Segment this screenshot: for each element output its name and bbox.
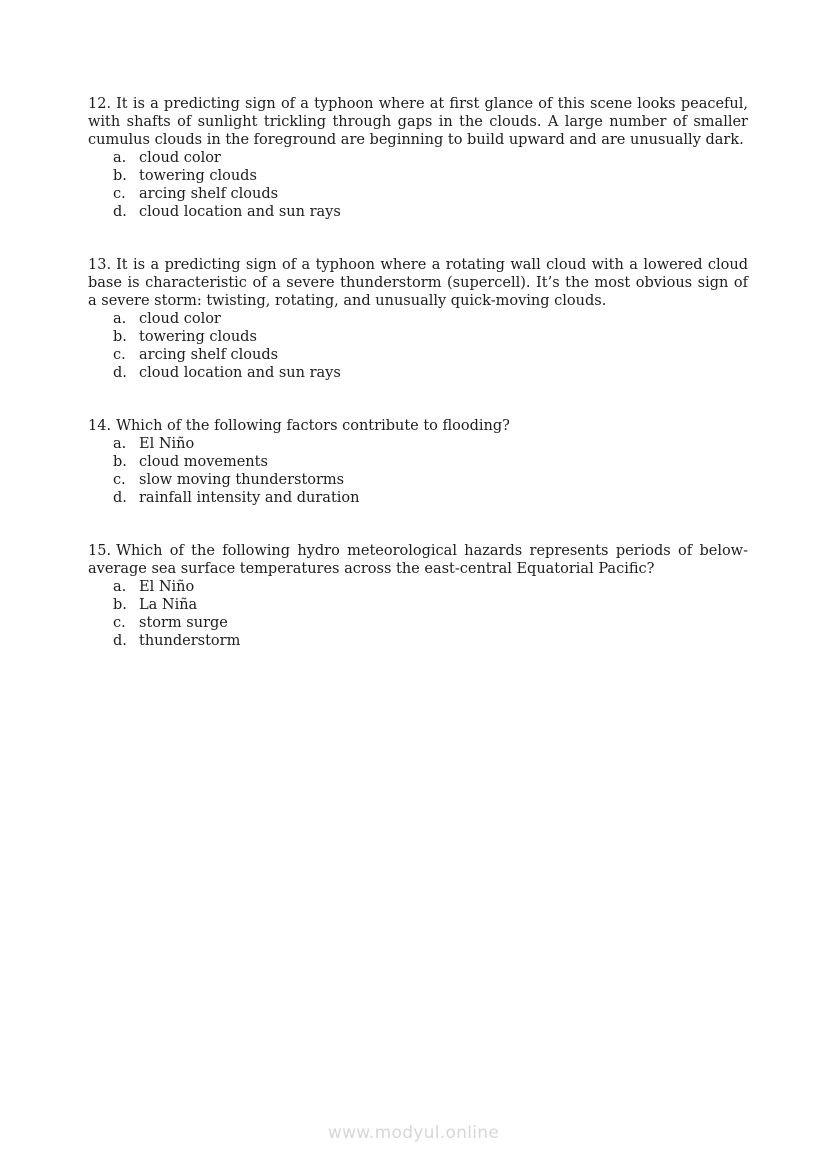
option-item	[113, 614, 748, 632]
option-label: arcing shelf clouds	[139, 186, 279, 202]
question-body: Which of the following factors contribute to flooding?	[116, 418, 510, 434]
question-number: 15.	[88, 543, 112, 559]
option-label: La Niña	[139, 597, 198, 613]
option-label: slow moving thunderstorms	[139, 472, 345, 488]
question-text	[88, 417, 748, 435]
option-letter: b.	[113, 454, 127, 470]
option-item	[113, 632, 748, 650]
question-block-14	[88, 417, 748, 507]
option-label: cloud color	[139, 311, 221, 327]
watermark-text: www.modyul.online	[327, 1123, 500, 1143]
option-item	[113, 364, 748, 382]
option-label: thunderstorm	[139, 633, 241, 649]
option-label: towering clouds	[139, 329, 257, 345]
option-item	[113, 578, 748, 596]
options-list	[88, 310, 748, 382]
option-item	[113, 328, 748, 346]
question-block-15	[88, 542, 748, 650]
option-label: cloud movements	[139, 454, 268, 470]
option-letter: d.	[113, 633, 127, 649]
option-letter: b.	[113, 168, 127, 184]
option-letter: a.	[113, 579, 127, 595]
option-item	[113, 453, 748, 471]
option-letter: c.	[113, 472, 126, 488]
option-label: cloud color	[139, 150, 221, 166]
question-block-12	[88, 95, 748, 221]
option-item	[113, 149, 748, 167]
option-letter: b.	[113, 597, 127, 613]
option-letter: d.	[113, 204, 127, 220]
option-label: towering clouds	[139, 168, 257, 184]
quiz-content	[88, 95, 748, 685]
option-letter: c.	[113, 347, 126, 363]
question-body: It is a predicting sign of a typhoon where at first glance of this scene looks peaceful, with shafts of sunlight trickling through gaps in the clouds. A large number of smaller cumulus clouds in the foreground are beginning to build upward and are unusually dark.	[88, 96, 748, 148]
question-number: 14.	[88, 418, 112, 434]
option-label: storm surge	[139, 615, 228, 631]
question-text	[88, 256, 748, 310]
options-list	[88, 435, 748, 507]
option-item	[113, 310, 748, 328]
option-letter: a.	[113, 150, 127, 166]
option-letter: c.	[113, 186, 126, 202]
option-item	[113, 471, 748, 489]
question-text	[88, 542, 748, 578]
option-label: arcing shelf clouds	[139, 347, 279, 363]
question-block-13	[88, 256, 748, 382]
option-label: El Niño	[139, 436, 195, 452]
question-body: It is a predicting sign of a typhoon where a rotating wall cloud with a lowered cloud base is characteristic of a severe thunderstorm (supercell). It’s the most obvious sign of a severe storm: twisting, rotating, and unusually quick-moving clouds.	[88, 257, 748, 309]
option-item	[113, 167, 748, 185]
question-body: Which of the following hydro meteorological hazards represents periods of below-average sea surface temperatures across the east-central Equatorial Pacific?	[88, 543, 748, 577]
option-item	[113, 435, 748, 453]
option-letter: d.	[113, 490, 127, 506]
option-letter: a.	[113, 436, 127, 452]
option-label: rainfall intensity and duration	[139, 490, 360, 506]
option-item	[113, 596, 748, 614]
question-text	[88, 95, 748, 149]
option-item	[113, 203, 748, 221]
options-list	[88, 149, 748, 221]
question-number: 13.	[88, 257, 112, 273]
option-letter: c.	[113, 615, 126, 631]
options-list	[88, 578, 748, 650]
option-label: cloud location and sun rays	[139, 204, 341, 220]
option-letter: a.	[113, 311, 127, 327]
option-item	[113, 489, 748, 507]
option-label: El Niño	[139, 579, 195, 595]
option-letter: d.	[113, 365, 127, 381]
question-number: 12.	[88, 96, 112, 112]
option-item	[113, 185, 748, 203]
option-label: cloud location and sun rays	[139, 365, 341, 381]
option-letter: b.	[113, 329, 127, 345]
option-item	[113, 346, 748, 364]
